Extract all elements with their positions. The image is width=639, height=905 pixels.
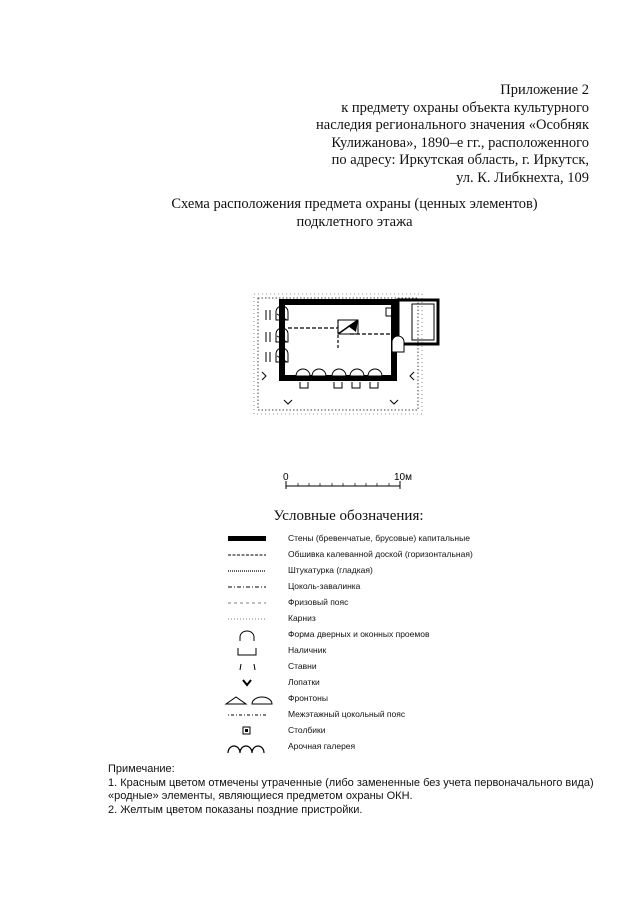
arcade-icon (220, 739, 280, 755)
legend-label: Фронтоны (288, 693, 328, 703)
legend-item (220, 643, 520, 659)
legend-label: Столбики (288, 725, 326, 735)
note-heading: Примечание: (108, 763, 175, 775)
fine-dot-line-icon (220, 611, 280, 627)
legend-item (220, 675, 520, 691)
chevron-icon (220, 675, 280, 691)
note-section (108, 763, 594, 817)
appendix-line: по адресу: Иркутская область, г. Иркутск, (331, 152, 589, 168)
dash-dot-line-icon (220, 579, 280, 595)
note-line-1: 1. Красным цветом отмечены утраченные (либо замененные без учета первоначального вида) (108, 776, 594, 789)
legend-item (220, 707, 520, 723)
dot-dash-line-icon (220, 707, 280, 723)
legend-label: Фризовый пояс (288, 597, 349, 607)
appendix-line: к предмету охраны объекта культурного (341, 99, 589, 116)
sparse-dash-line-icon (220, 595, 280, 611)
appendix-line: Кулижанова», 1890–е гг., расположенного (331, 134, 589, 151)
legend-label: Межэтажный цокольный пояс (288, 709, 406, 719)
note-line-3: 2. Желтым цветом показаны поздние пристройки. (108, 803, 363, 816)
thick-bar-icon (220, 531, 280, 547)
bracket-icon (220, 643, 280, 659)
legend-label: Лопатки (288, 677, 320, 687)
scale-start-label: 0 (283, 472, 289, 483)
title-line-2: подклетного этажа (296, 214, 413, 230)
dotted-line-icon (220, 563, 280, 579)
dashed-line-icon (220, 547, 280, 563)
legend-item (220, 563, 520, 579)
legend-title: Условные обозначения: (273, 508, 424, 524)
legend-label: Арочная галерея (288, 741, 356, 751)
legend-label: Обшивка калеванной доской (горизонтальная) (288, 549, 473, 559)
appendix-line: ул. К. Либкнехта, 109 (456, 169, 589, 186)
legend-item (220, 659, 520, 675)
legend-item (220, 739, 520, 755)
floor-plan (250, 290, 450, 420)
legend-label: Штукатурка (гладкая) (288, 565, 373, 575)
legend-label: Цоколь-завалинка (288, 581, 361, 591)
legend-item (220, 547, 520, 563)
legend-item (220, 691, 520, 707)
pediment-icon (220, 691, 280, 707)
title-line-1: Схема расположения предмета охраны (ценных элементов) (171, 196, 538, 212)
legend-label: Стены (бревенчатые, брусовые) капитальные (288, 533, 470, 543)
legend-item (220, 579, 520, 595)
legend-label: Карниз (288, 613, 316, 623)
scale-end-label: 10м (394, 472, 412, 483)
legend-label: Наличник (288, 645, 327, 655)
document-title (0, 195, 639, 231)
legend-item (220, 595, 520, 611)
legend-item (220, 723, 520, 739)
scale-bar (278, 468, 438, 498)
legend (220, 531, 520, 755)
arch-icon (220, 627, 280, 643)
shutters-icon (220, 659, 280, 675)
legend-label: Ставни (288, 661, 317, 671)
note-line-2: «родные» элементы, являющиеся предметом охраны ОКН. (108, 790, 413, 802)
legend-label: Форма дверных и оконных проемов (288, 629, 430, 639)
legend-item (220, 531, 520, 547)
appendix-header (316, 82, 589, 187)
appendix-line: наследия регионального значения «Особняк (316, 117, 589, 133)
legend-item (220, 611, 520, 627)
appendix-line: Приложение 2 (500, 82, 589, 98)
pillar-icon (220, 723, 280, 739)
legend-item (220, 627, 520, 643)
